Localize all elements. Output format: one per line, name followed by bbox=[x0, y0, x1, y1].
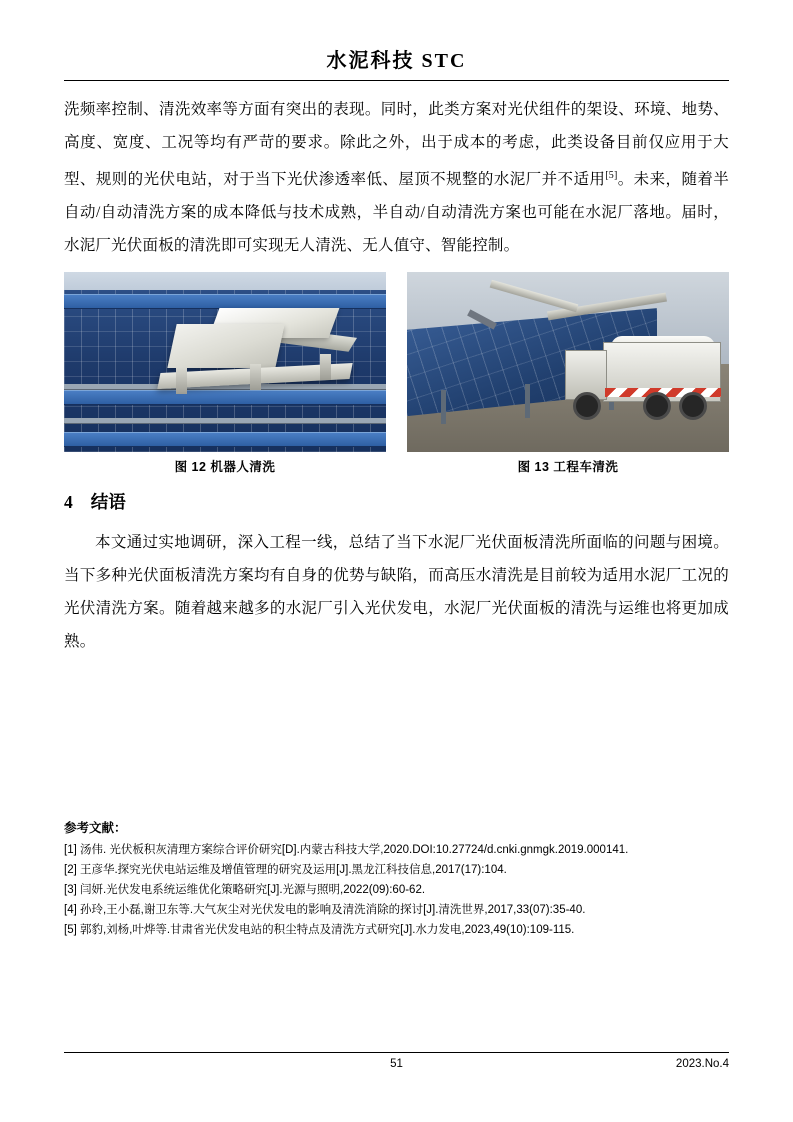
figure-12-robot-body bbox=[167, 324, 284, 368]
figure-12-caption: 图 12 机器人清洗 bbox=[174, 460, 276, 475]
body-paragraph-1 bbox=[64, 93, 729, 262]
reference-item: [4] 孙玲,王小磊,谢卫东等.大气灰尘对光伏发电的影响及清洗消除的探讨[J].清洗世界,2017,33(07):35-40. bbox=[64, 904, 586, 916]
page-header bbox=[64, 0, 729, 81]
figure-12-rail-2 bbox=[64, 418, 386, 423]
reference-item: [3] 闫妍.光伏发电系统运维优化策略研究[J].光源与照明,2022(09):60-62. bbox=[64, 884, 426, 896]
figure-13-wheel-3 bbox=[573, 392, 601, 420]
section-heading-conclusion bbox=[64, 489, 729, 514]
references-section bbox=[64, 818, 729, 940]
figure-12-robot-leg-3 bbox=[320, 354, 331, 380]
figure-12-roof-band-1 bbox=[64, 294, 386, 309]
journal-title: 水泥科技 STC bbox=[326, 50, 467, 72]
footer-row bbox=[64, 1058, 729, 1080]
figure-13-caption: 图 13 工程车清洗 bbox=[517, 460, 619, 475]
figure-12 bbox=[64, 272, 386, 475]
section-body bbox=[64, 526, 729, 658]
figure-13-panel-post-1 bbox=[441, 390, 446, 424]
issue-label: 2023.No.4 bbox=[675, 1058, 729, 1070]
figure-12-roof-band-2 bbox=[64, 390, 386, 405]
header-divider bbox=[64, 80, 729, 81]
footer-divider bbox=[64, 1052, 729, 1053]
figure-13-wheel-1 bbox=[679, 392, 707, 420]
figure-row bbox=[64, 272, 729, 475]
figure-12-robot-leg-2 bbox=[250, 364, 261, 390]
reference-item: [1] 汤伟. 光伏板积灰清理方案综合评价研究[D].内蒙古科技大学,2020.DOI:10.27724/d.cnki.gnmgk.2019.000141. bbox=[64, 844, 629, 856]
references-title: 参考文献： bbox=[64, 821, 127, 835]
figure-13-panel-post-2 bbox=[525, 384, 530, 418]
page-content bbox=[64, 0, 729, 1122]
paragraph-1-continuation: 。未来，随着半自动/自动清洗方案的成本降低与技术成熟，半自动/自动清洗方案也可能在水泥厂落地。届时，水泥厂光伏面板的清洗即可实现无人清洗、无人值守、智能控制。 bbox=[64, 171, 729, 255]
truck-cleaning-photo bbox=[407, 272, 729, 452]
citation-marker-5: [5] bbox=[605, 170, 618, 181]
reference-item: [2] 王彦华.探究光伏电站运维及增值管理的研究及运用[J].黑龙江科技信息,2017(17):104. bbox=[64, 864, 507, 876]
figure-13-wheel-2 bbox=[643, 392, 671, 420]
robot-cleaning-photo bbox=[64, 272, 386, 452]
section-title: 结语 bbox=[90, 492, 126, 513]
section-number: 4 bbox=[64, 492, 73, 513]
reference-item: [5] 郭豹,刘杨,叶烨等.甘肃省光伏发电站的积尘特点及清洗方式研究[J].水力发电,2023,49(10):109-115. bbox=[64, 924, 575, 936]
figure-13 bbox=[407, 272, 729, 475]
page-footer bbox=[64, 1052, 729, 1080]
conclusion-paragraph: 本文通过实地调研，深入工程一线，总结了当下水泥厂光伏面板清洗所面临的问题与困境。当下多种光伏面板清洗方案均有自身的优势与缺陷，而高压水清洗是目前较为适用水泥厂工况的光伏清洗方案。随着越来越多的水泥厂引入光伏发电，水泥厂光伏面板的清洗与运维也将更加成熟。 bbox=[64, 534, 729, 651]
figure-12-roof-band-3 bbox=[64, 432, 386, 447]
figure-12-robot-leg-1 bbox=[176, 368, 187, 394]
paragraph-1-text: 洗频率控制、清洗效率等方面有突出的表现。同时，此类方案对光伏组件的架设、环境、地势、高度、宽度、工况等均有严苛的要求。除此之外，出于成本的考虑，此类设备目前仅应用于大型、规则的光伏电站，对于当下光伏渗透率低、屋顶不规整的水泥厂并不适用 bbox=[64, 101, 729, 189]
page-number: 51 bbox=[390, 1058, 403, 1070]
